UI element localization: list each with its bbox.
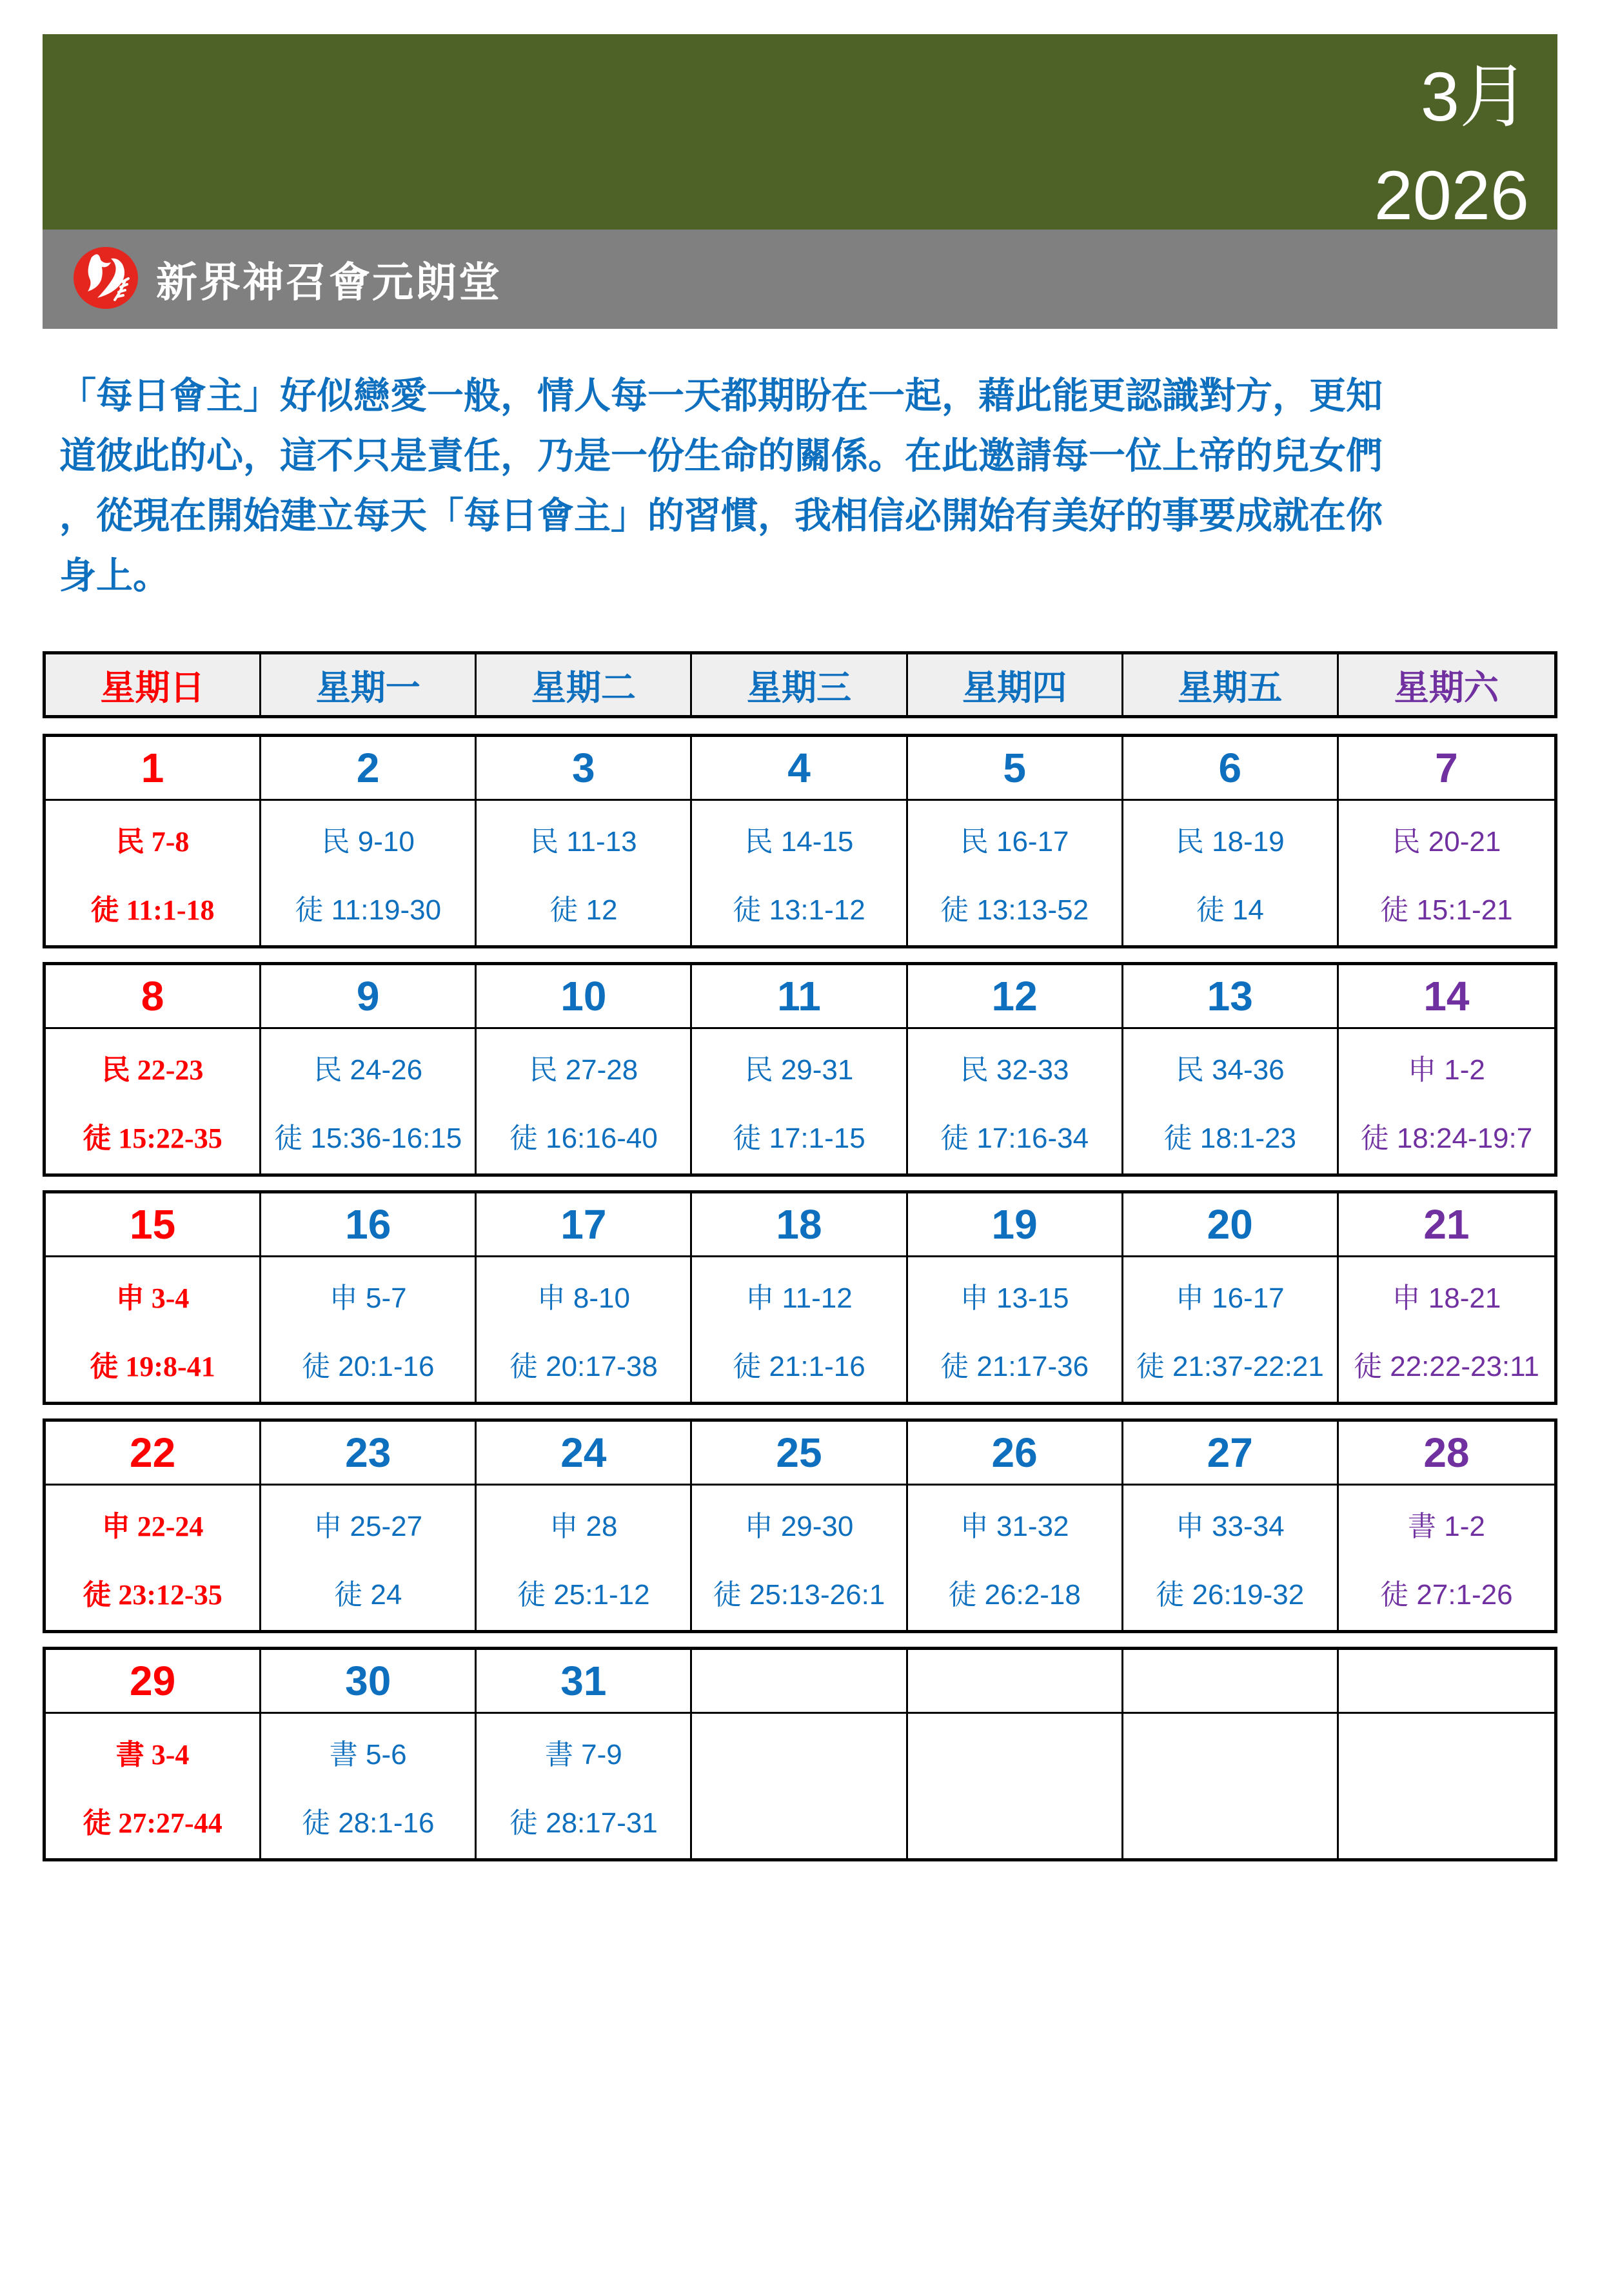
reading-text: 徒 15:22-35	[83, 1123, 222, 1154]
month-banner	[43, 34, 1557, 234]
reading-text: 申 18-21	[1392, 1282, 1501, 1314]
reading-text: 徒 28:17-31	[509, 1807, 658, 1839]
weekday-header-1: 星期一	[261, 654, 477, 715]
reading-text: 書 3-4	[115, 1739, 190, 1771]
readings-cell-25	[692, 1486, 907, 1630]
reading-text: 民 11-13	[530, 826, 637, 858]
reading-text: 徒 14	[1196, 894, 1264, 926]
reading-text: 申 33-34	[1175, 1511, 1285, 1542]
reading-text: 民 18-19	[1175, 826, 1285, 858]
reading-text: 徒 18:24-19:7	[1360, 1123, 1533, 1154]
readings-cell-9	[261, 1029, 477, 1173]
date-cell-empty	[908, 1650, 1123, 1714]
readings-cell-14	[1339, 1029, 1554, 1173]
reading-text: 徒 13:13-52	[940, 894, 1089, 926]
page	[43, 34, 1557, 1861]
reading-text: 申 13-15	[960, 1282, 1069, 1314]
readings-cell-19	[908, 1257, 1123, 1402]
date-cell-23: 23	[261, 1422, 477, 1486]
date-cell-24: 24	[477, 1422, 692, 1486]
date-cell-30: 30	[261, 1650, 477, 1714]
date-cell-1: 1	[46, 737, 261, 801]
readings-cell-13	[1123, 1029, 1339, 1173]
reading-text: 徒 28:1-16	[301, 1807, 435, 1839]
reading-text: 徒 18:1-23	[1163, 1123, 1296, 1154]
reading-text: 徒 17:16-34	[940, 1123, 1089, 1154]
date-cell-7: 7	[1339, 737, 1554, 801]
reading-text: 申 22-24	[101, 1511, 204, 1542]
readings-cell-6	[1123, 801, 1339, 945]
date-cell-2: 2	[261, 737, 477, 801]
branding-bar	[43, 230, 1557, 329]
date-cell-27: 27	[1123, 1422, 1339, 1486]
date-cell-18: 18	[692, 1193, 907, 1257]
intro-line: 「每日會主」好似戀愛一般，情人每一天都期盼在一起，藉此能更認識對方，更知	[59, 375, 1383, 417]
readings-cell-4	[692, 801, 907, 945]
readings-cell-empty	[1123, 1714, 1339, 1858]
readings-cell-17	[477, 1257, 692, 1402]
reading-text: 徒 21:17-36	[940, 1351, 1089, 1382]
reading-text: 申 31-32	[960, 1511, 1069, 1542]
reading-text: 徒 11:19-30	[295, 894, 442, 926]
reading-text: 民 32-33	[960, 1054, 1069, 1086]
intro-line: 道彼此的心，這不只是責任，乃是一份生命的關係。在此邀請每一位上帝的兒女們	[59, 435, 1383, 476]
date-cell-14: 14	[1339, 965, 1554, 1029]
calendar-weeks	[43, 734, 1557, 1861]
reading-text: 書 7-9	[544, 1739, 622, 1771]
weekday-header-2: 星期二	[477, 654, 692, 715]
readings-cell-30	[261, 1714, 477, 1858]
date-cell-13: 13	[1123, 965, 1339, 1029]
date-cell-11: 11	[692, 965, 907, 1029]
date-cell-20: 20	[1123, 1193, 1339, 1257]
reading-text: 民 29-31	[744, 1054, 854, 1086]
reading-text: 民 20-21	[1392, 826, 1501, 858]
reading-text: 徒 16:16-40	[509, 1123, 658, 1154]
readings-cell-21	[1339, 1257, 1554, 1402]
reading-text: 徒 25:1-12	[517, 1579, 650, 1611]
reading-text: 徒 19:8-41	[90, 1351, 215, 1382]
readings-cell-11	[692, 1029, 907, 1173]
reading-text: 徒 26:2-18	[948, 1579, 1081, 1611]
weekday-header-0: 星期日	[46, 654, 261, 715]
week-row-2	[43, 962, 1557, 1177]
readings-cell-23	[261, 1486, 477, 1630]
intro-line: ，從現在開始建立每天「每日會主」的習慣，我相信必開始有美好的事要成就在你	[59, 495, 1383, 536]
weekday-header-6: 星期六	[1394, 668, 1499, 707]
date-cell-15: 15	[46, 1193, 261, 1257]
banner-year: 2026	[1374, 156, 1529, 234]
date-cell-empty	[692, 1650, 907, 1714]
readings-cell-18	[692, 1257, 907, 1402]
reading-text: 徒 11:1-18	[90, 894, 215, 926]
readings-cell-24	[477, 1486, 692, 1630]
date-cell-empty	[1123, 1650, 1339, 1714]
reading-text: 申 16-17	[1175, 1282, 1285, 1314]
reading-text: 徒 13:1-12	[733, 894, 865, 926]
date-cell-10: 10	[477, 965, 692, 1029]
banner-month: 3月	[1420, 57, 1529, 135]
week-row-5	[43, 1647, 1557, 1861]
readings-cell-27	[1123, 1486, 1339, 1630]
date-cell-25: 25	[692, 1422, 907, 1486]
readings-cell-2	[261, 801, 477, 945]
date-cell-12: 12	[908, 965, 1123, 1029]
readings-cell-28	[1339, 1486, 1554, 1630]
date-cell-3: 3	[477, 737, 692, 801]
reading-text: 民 16-17	[960, 826, 1069, 858]
intro-line: 身上。	[59, 555, 170, 596]
reading-text: 書 5-6	[329, 1739, 407, 1771]
readings-cell-10	[477, 1029, 692, 1173]
date-cell-6: 6	[1123, 737, 1339, 801]
reading-text: 申 25-27	[313, 1511, 423, 1542]
readings-cell-12	[908, 1029, 1123, 1173]
reading-text: 徒 22:22-23:11	[1354, 1351, 1539, 1382]
weekday-header-row	[43, 651, 1557, 718]
readings-cell-3	[477, 801, 692, 945]
reading-text: 民 9-10	[321, 826, 415, 858]
weekday-header-3: 星期三	[692, 654, 907, 715]
reading-text: 徒 20:1-16	[301, 1351, 435, 1382]
date-cell-26: 26	[908, 1422, 1123, 1486]
readings-cell-empty	[692, 1714, 907, 1858]
reading-text: 申 3-4	[115, 1282, 190, 1314]
reading-text: 徒 25:13-26:1	[713, 1579, 885, 1611]
readings-cell-31	[477, 1714, 692, 1858]
date-cell-4: 4	[692, 737, 907, 801]
reading-text: 徒 15:36-16:15	[274, 1123, 462, 1154]
reading-text: 民 27-28	[529, 1054, 638, 1086]
readings-cell-20	[1123, 1257, 1339, 1402]
reading-text: 民 34-36	[1175, 1054, 1285, 1086]
week-row-1	[43, 734, 1557, 948]
date-cell-empty	[1339, 1650, 1554, 1714]
readings-cell-7	[1339, 801, 1554, 945]
date-cell-21: 21	[1339, 1193, 1554, 1257]
week-row-3	[43, 1190, 1557, 1405]
date-cell-19: 19	[908, 1193, 1123, 1257]
reading-text: 民 24-26	[313, 1054, 423, 1086]
date-cell-22: 22	[46, 1422, 261, 1486]
calendar	[43, 651, 1557, 1861]
reading-text: 申 11-12	[746, 1282, 853, 1314]
reading-text: 民 7-8	[115, 826, 190, 858]
reading-text: 徒 27:27-44	[83, 1807, 222, 1839]
date-cell-5: 5	[908, 737, 1123, 801]
reading-text: 徒 27:1-26	[1380, 1579, 1513, 1611]
readings-cell-16	[261, 1257, 477, 1402]
readings-cell-empty	[908, 1714, 1123, 1858]
readings-cell-8	[46, 1029, 261, 1173]
weekday-header-4: 星期四	[908, 654, 1123, 715]
readings-cell-15	[46, 1257, 261, 1402]
date-cell-31: 31	[477, 1650, 692, 1714]
readings-cell-empty	[1339, 1714, 1554, 1858]
reading-text: 民 22-23	[101, 1054, 204, 1086]
dove-wheat-logo-icon	[72, 246, 139, 313]
reading-text: 徒 12	[549, 894, 618, 926]
reading-text: 徒 21:37-22:21	[1136, 1351, 1324, 1382]
reading-text: 民 14-15	[744, 826, 854, 858]
intro-paragraph	[43, 366, 1557, 606]
week-row-4	[43, 1418, 1557, 1633]
date-cell-17: 17	[477, 1193, 692, 1257]
date-cell-28: 28	[1339, 1422, 1554, 1486]
reading-text: 申 28	[549, 1511, 618, 1542]
readings-cell-22	[46, 1486, 261, 1630]
church-name: 新界神召會元朗堂	[156, 259, 502, 306]
reading-text: 徒 15:1-21	[1380, 894, 1513, 926]
readings-cell-26	[908, 1486, 1123, 1630]
readings-cell-29	[46, 1714, 261, 1858]
reading-text: 申 1-2	[1408, 1054, 1485, 1086]
readings-cell-1	[46, 801, 261, 945]
reading-text: 徒 23:12-35	[83, 1579, 222, 1611]
weekday-header-5: 星期五	[1123, 654, 1339, 715]
date-cell-16: 16	[261, 1193, 477, 1257]
reading-text: 徒 21:1-16	[733, 1351, 865, 1382]
date-cell-8: 8	[46, 965, 261, 1029]
reading-text: 申 5-7	[329, 1282, 407, 1314]
readings-cell-5	[908, 801, 1123, 945]
date-cell-29: 29	[46, 1650, 261, 1714]
reading-text: 徒 17:1-15	[733, 1123, 865, 1154]
reading-text: 申 29-30	[744, 1511, 854, 1542]
reading-text: 申 8-10	[537, 1282, 630, 1314]
reading-text: 書 1-2	[1408, 1511, 1485, 1542]
date-cell-9: 9	[261, 965, 477, 1029]
reading-text: 徒 20:17-38	[509, 1351, 658, 1382]
reading-text: 徒 26:19-32	[1156, 1579, 1305, 1611]
reading-text: 徒 24	[334, 1579, 402, 1611]
